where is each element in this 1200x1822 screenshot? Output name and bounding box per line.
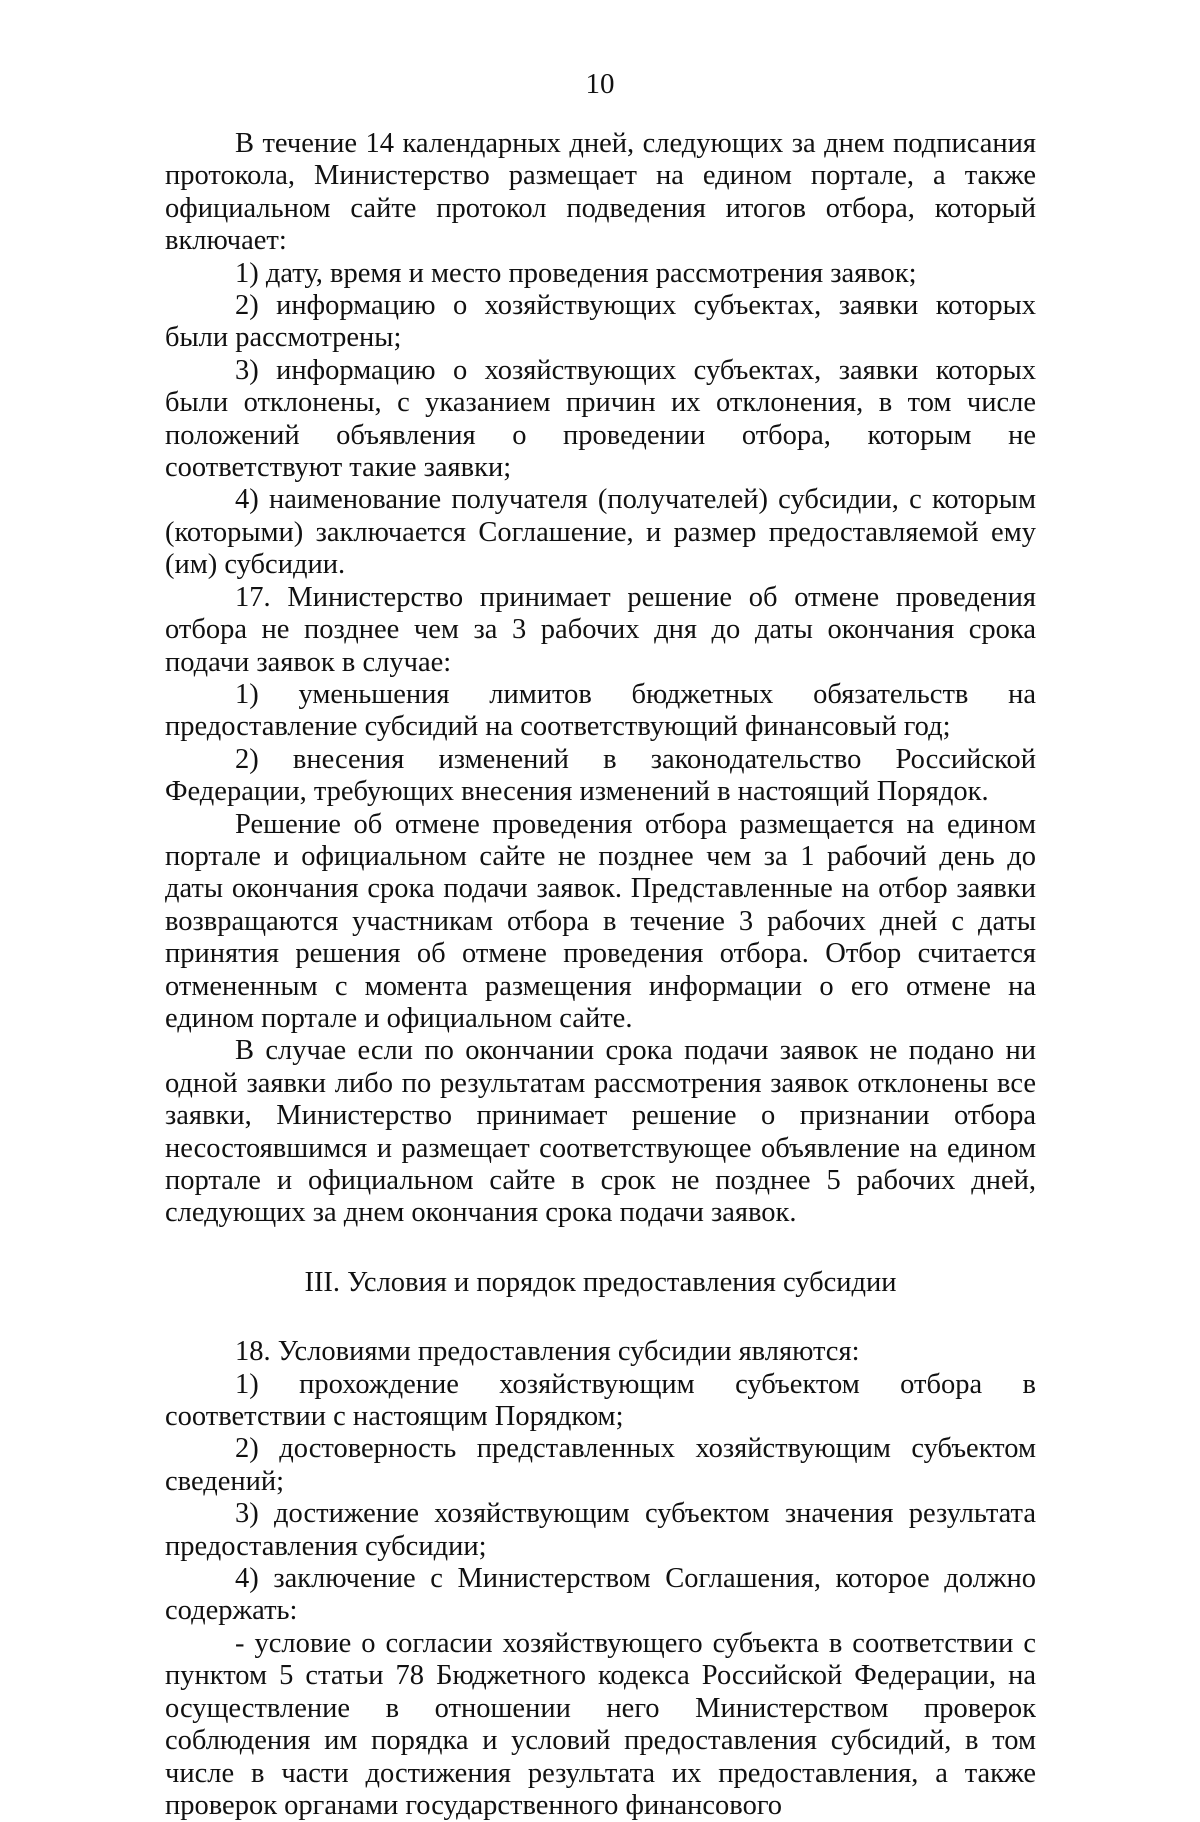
paragraph-selection-failed: В случае если по окончании срока подачи заявок не подано ни одной заявки либо по результатам рассмотрения заявок отклонены все заявки, Министерство принимает решение о признании отбора несостоявшимся и размещает соответствующее объявление на едином портале и официальном сайте в срок не позднее 5 рабочих дней, следующих за днем окончания срока подачи заявок. [165,1035,1036,1229]
list-item-budget-limits: 1) уменьшения лимитов бюджетных обязательств на предоставление субсидий на соответствующий финансовый год; [165,678,1036,743]
paragraph-consent-condition: - условие о согласии хозяйствующего субъекта в соответствии с пунктом 5 статьи 78 Бюджетного кодекса Российской Федерации, на осуществление в отношении него Министерством проверок соблюдения им порядка и условий предоставления субсидий, в том числе в части достижения результата их предоставления, а также проверок органами государственного финансового [165,1627,1036,1821]
document-body [165,128,1036,1822]
list-item-result-achievement: 3) достижение хозяйствующим субъектом значения результата предоставления субсидии; [165,1498,1036,1562]
paragraph-clause-18: 18. Условиями предоставления субсидии являются: [235,1336,860,1368]
list-item-legislation-changes: 2) внесения изменений в законодательство Российской Федерации, требующих внесения изменений в настоящий Порядок. [165,743,1036,808]
list-item-recipient-name: 4) наименование получателя (получателей) субсидии, с которым (которыми) заключается Соглашение, и размер предоставляемой ему (им) субсидии. [165,484,1036,581]
list-item-rejected-entities: 3) информацию о хозяйствующих субъектах, заявки которых были отклонены, с указанием причин их отклонения, в том числе положений объявления о проведении отбора, которым не соответствуют такие заявки; [165,354,1036,484]
list-item-agreement-conclusion: 4) заключение с Министерством Соглашения, которое должно содержать: [165,1563,1036,1627]
paragraph-protocol-publication: В течение 14 календарных дней, следующих за днем подписания протокола, Министерство размещает на едином портале, а также официальном сайте протокол подведения итогов отбора, который включает: [165,128,1036,257]
list-item-selection-passed: 1) прохождение хозяйствующим субъектом отбора в соответствии с настоящим Порядком; [165,1368,1036,1433]
list-item-information-accuracy: 2) достоверность представленных хозяйствующим субъектом сведений; [165,1433,1036,1497]
list-item-reviewed-entities: 2) информацию о хозяйствующих субъектах, заявки которых были рассмотрены; [165,290,1036,354]
paragraph-clause-17: 17. Министерство принимает решение об отмене проведения отбора не позднее чем за 3 рабочих дня до даты окончания срока подачи заявок в случае: [165,581,1036,678]
list-item-date-time-place: 1) дату, время и место проведения рассмотрения заявок; [235,257,917,289]
paragraph-cancellation-decision: Решение об отмене проведения отбора размещается на едином портале и официальном сайте не позднее чем за 1 рабочий день до даты окончания срока подачи заявок. Представленные на отбор заявки возвращаются участникам отбора в течение 3 рабочих дней с даты принятия решения об отмене проведения отбора. Отбор считается отмененным с момента размещения информации о его отмене на едином портале и официальном сайте. [165,808,1036,1034]
page-number: 10 [585,68,615,100]
section-heading: III. Условия и порядок предоставления субсидии [304,1266,897,1298]
